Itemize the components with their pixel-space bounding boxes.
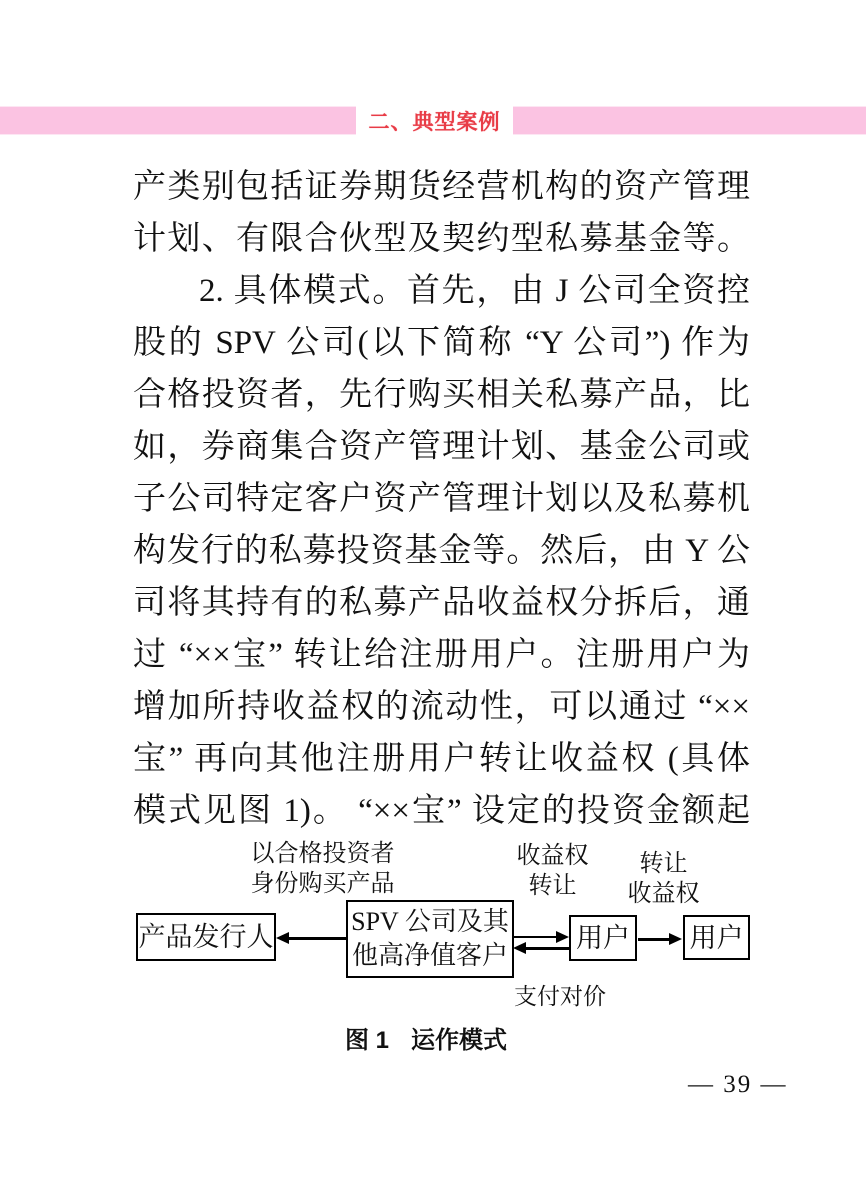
box-spv-line2: 他高净值客户: [351, 941, 508, 970]
arrow-payment-line: [526, 947, 569, 950]
figure-caption-title: 运作模式: [411, 1027, 508, 1054]
label-purchase-line2: 身份购买产品: [250, 871, 395, 897]
arrow-user-transfer-head-icon: [669, 933, 682, 945]
figure-caption-number: 图 1: [345, 1027, 390, 1054]
body-line: 过 “××宝” 转让给注册用户。注册用户为: [133, 637, 750, 673]
label-transfer-user-line1: 转让: [639, 851, 688, 877]
body-line: 产类别包括证券期货经营机构的资产管理: [133, 169, 750, 205]
arrow-purchase-head-icon: [276, 932, 289, 944]
section-header-title: 二、典型案例: [368, 110, 501, 134]
body-line: 合格投资者，先行购买相关私募产品，比: [133, 377, 750, 413]
body-text-block: [133, 161, 750, 837]
arrow-transfer-line: [514, 936, 558, 938]
body-line: 增加所持收益权的流动性，可以通过 “××: [133, 689, 750, 725]
box-spv-line1: SPV 公司及其: [351, 907, 509, 936]
body-line: 如，券商集合资产管理计划、基金公司或: [133, 429, 750, 465]
header-band-gap: [356, 104, 513, 137]
body-line: 构发行的私募投资基金等。然后，由 Y 公: [133, 533, 750, 569]
label-transfer-right-line1: 收益权: [516, 843, 589, 869]
label-payment: 支付对价: [514, 984, 606, 1009]
label-transfer-user-line2: 收益权: [627, 881, 700, 907]
box-spv-company: [346, 900, 514, 978]
header-band: [0, 107, 866, 134]
label-purchase: [245, 839, 400, 899]
page-number: — 39 —: [688, 1071, 788, 1098]
box-user-1-label: 用户: [576, 923, 630, 953]
arrow-transfer-head-icon: [556, 931, 569, 943]
arrow-payment-head-icon: [513, 942, 526, 954]
box-user-2: [683, 915, 750, 960]
label-transfer-right: [505, 841, 600, 901]
label-purchase-line1: 以合格投资者: [250, 841, 395, 867]
body-line: 子公司特定客户资产管理计划以及私募机: [133, 481, 750, 517]
label-transfer-right-line2: 转让: [528, 873, 577, 899]
body-line: 宝” 再向其他注册用户转让收益权 (具体: [133, 741, 750, 777]
figure-caption: [345, 1020, 507, 1055]
arrow-purchase-line: [288, 937, 346, 940]
body-line: 模式见图 1)。 “××宝” 设定的投资金额起: [133, 793, 750, 829]
label-transfer-user: [616, 849, 711, 909]
box-product-issuer: [136, 913, 276, 961]
body-line: 司将其持有的私募产品收益权分拆后，通: [133, 585, 750, 621]
box-user-1: [569, 915, 637, 961]
body-line: 计划、有限合伙型及契约型私募基金等。: [133, 221, 750, 257]
arrow-user-transfer-line: [638, 938, 671, 941]
body-line: 2. 具体模式。首先，由 J 公司全资控: [199, 273, 750, 309]
body-line: 股的 SPV 公司(以下简称 “Y 公司”) 作为: [133, 325, 750, 361]
box-user-2-label: 用户: [689, 922, 744, 953]
box-product-issuer-label: 产品发行人: [138, 922, 274, 952]
